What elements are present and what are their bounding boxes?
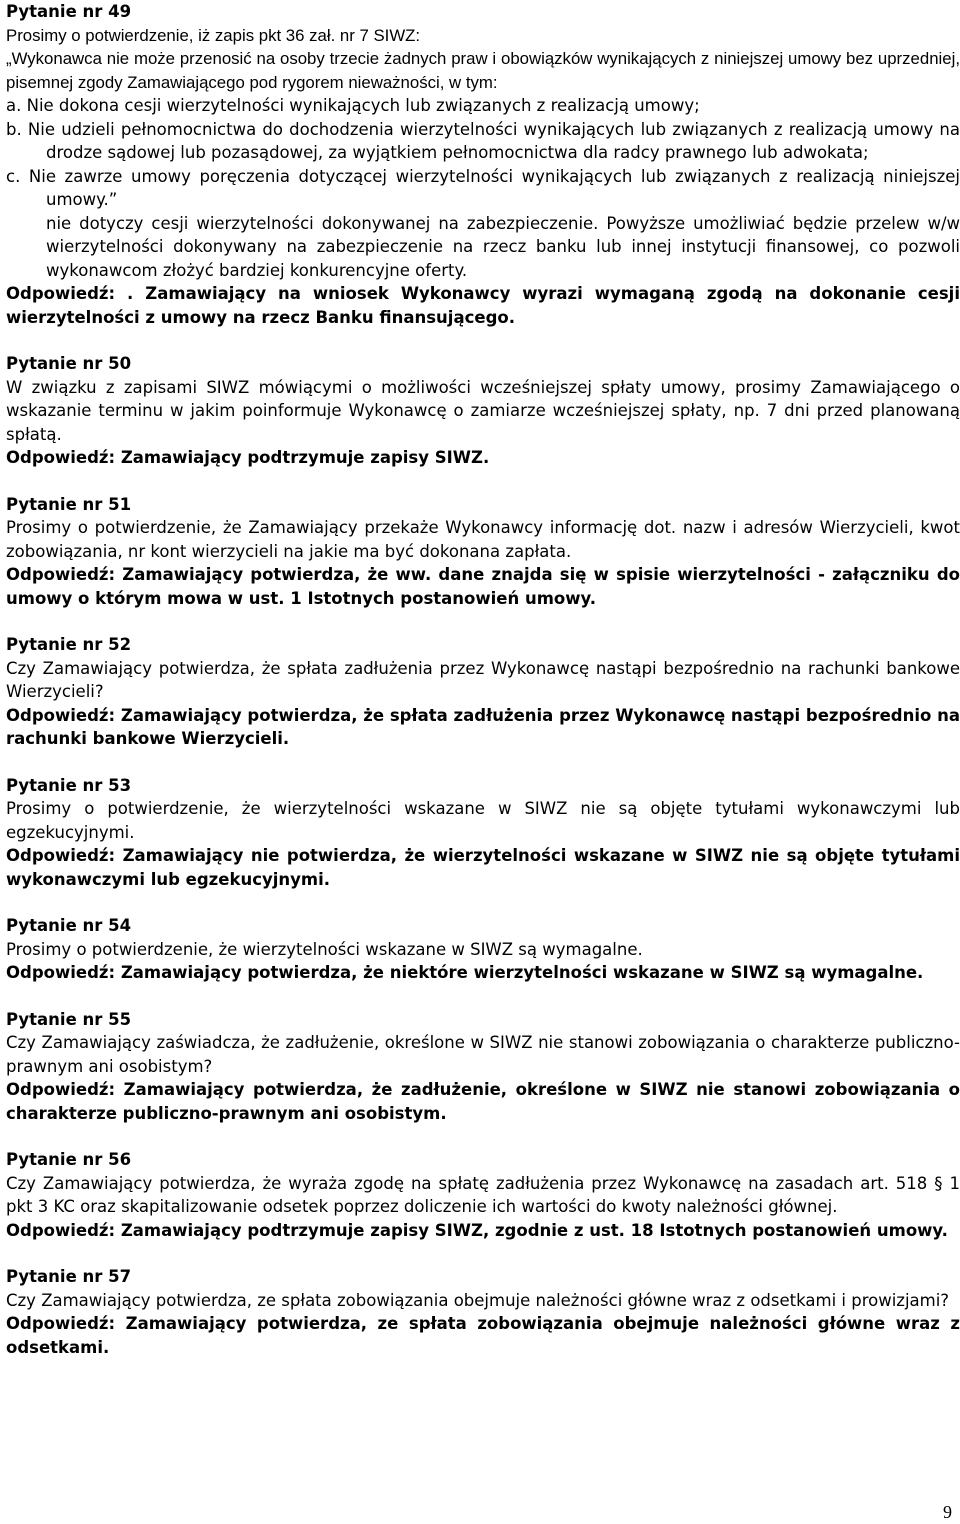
question-text: Czy Zamawiający potwierdza, ze spłata zobowiązania obejmuje należności główne wraz z odsetkami i prowizjami? — [6, 1290, 950, 1310]
clause-b: b. Nie udzieli pełnomocnictwa do dochodzenia wierzytelności wynikających lub związanych z realizacją umowy na drodze sądowej lub pozasądowej, za wyjątkiem pełnomocnictwa dla radcy prawnego lub adwokata; — [6, 119, 960, 162]
question-55 — [6, 1008, 960, 1126]
question-title: Pytanie nr 56 — [6, 1150, 132, 1169]
question-text: Czy Zamawiający potwierdza, że wyraża zgodę na spłatę zadłużenia przez Wykonawcę na zasadach art. 518 § 1 pkt 3 KC oraz skapitalizowanie odsetek poprzez doliczenie ich wartości do kwoty należności głównej. — [6, 1173, 960, 1216]
question-title: Pytanie nr 53 — [6, 775, 132, 795]
answer: Odpowiedź: Zamawiający potwierdza, że spłata zadłużenia przez Wykonawcę nastąpi bezpośrednio na rachunki bankowe Wierzycieli. — [6, 705, 960, 748]
answer: Odpowiedź: Zamawiający podtrzymuje zapisy SIWZ, zgodnie z ust. 18 Istotnych postanowień umowy. — [6, 1220, 948, 1240]
answer: Odpowiedź: Zamawiający nie potwierdza, że wierzytelności wskazane w SIWZ nie są objęte tytułami wykonawczymi lub egzekucyjnymi. — [6, 846, 960, 889]
answer: Odpowiedź: Zamawiający podtrzymuje zapisy SIWZ. — [6, 448, 490, 467]
question-56 — [6, 1148, 960, 1242]
clause-a: a. Nie dokona cesji wierzytelności wynikających lub związanych z realizacją umowy; — [6, 96, 700, 115]
question-title: Pytanie nr 52 — [6, 635, 132, 654]
quoted-clause: „Wykonawca nie może przenosić na osoby trzecie żadnych praw i obowiązków wynikających z niniejszej umowy bez uprzedniej, pisemnej zgody Zamawiającego pod rygorem nieważności, w tym: — [6, 49, 960, 92]
answer: Odpowiedź: Zamawiający potwierdza, że ww. dane znajda się w spisie wierzytelności - załączniku do umowy o którym mowa w ust. 1 Istotnych postanowień umowy. — [6, 565, 960, 608]
question-text: W związku z zapisami SIWZ mówiącymi o możliwości wcześniejszej spłaty umowy, prosimy Zamawiającego o wskazanie terminu w jakim poinformuje Wykonawcę o zamiarze wcześniejszej spłaty, np. 7 dni przed planowaną spłatą. — [6, 377, 960, 444]
question-49 — [6, 0, 960, 329]
question-text: Prosimy o potwierdzenie, że wierzytelności wskazane w SIWZ są wymagalne. — [6, 939, 643, 959]
answer: Odpowiedź: Zamawiający potwierdza, ze spłata zobowiązania obejmuje należności główne wraz z odsetkami. — [6, 1314, 960, 1357]
question-title: Pytanie nr 55 — [6, 1009, 132, 1029]
question-title: Pytanie nr 54 — [6, 916, 132, 935]
page-number: 9 — [943, 1501, 952, 1522]
question-50 — [6, 352, 960, 470]
question-54 — [6, 914, 960, 985]
clause-c: c. Nie zawrze umowy poręczenia dotyczącej wierzytelności wynikających lub związanych z realizacją niniejszej umowy.” — [6, 166, 960, 209]
question-text: Czy Zamawiający potwierdza, że spłata zadłużenia przez Wykonawcę nastąpi bezpośrednio na rachunki bankowe Wierzycieli? — [6, 658, 960, 701]
question-57 — [6, 1265, 960, 1359]
answer: Odpowiedź: Zamawiający potwierdza, że niektóre wierzytelności wskazane w SIWZ są wymagalne. — [6, 963, 924, 982]
question-text: Prosimy o potwierdzenie, że wierzytelności wskazane w SIWZ nie są objęte tytułami wykonawczymi lub egzekucyjnymi. — [6, 799, 960, 842]
answer: Odpowiedź: . Zamawiający na wniosek Wykonawcy wyrazi wymaganą zgodą na dokonanie cesji wierzytelności z umowy na rzecz Banku finansującego. — [6, 284, 960, 327]
question-title: Pytanie nr 50 — [6, 354, 132, 373]
question-title: Pytanie nr 49 — [6, 2, 132, 21]
question-intro: Prosimy o potwierdzenie, iż zapis pkt 36 zał. nr 7 SIWZ: — [6, 25, 421, 45]
answer: Odpowiedź: Zamawiający potwierdza, że zadłużenie, określone w SIWZ nie stanowi zobowiązania o charakterze publiczno-prawnym ani osobistym. — [6, 1080, 960, 1123]
clause-note: nie dotyczy cesji wierzytelności dokonywanej na zabezpieczenie. Powyższe umożliwiać będzie przelew w/w wierzytelności dokonywany na zabezpieczenie na rzecz banku lub innej instytucji finansowej, co pozwoli wykonawcom złożyć bardziej konkurencyjne oferty. — [46, 213, 960, 280]
question-title: Pytanie nr 57 — [6, 1267, 132, 1286]
question-text: Czy Zamawiający zaświadcza, że zadłużenie, określone w SIWZ nie stanowi zobowiązania o charakterze publiczno-prawnym ani osobistym? — [6, 1033, 960, 1076]
question-53 — [6, 774, 960, 892]
question-text: Prosimy o potwierdzenie, że Zamawiający przekaże Wykonawcy informację dot. nazw i adresów Wierzycieli, kwot zobowiązania, nr kont wierzycieli na jakie ma być dokonana zapłata. — [6, 518, 960, 561]
question-51 — [6, 493, 960, 611]
question-52 — [6, 633, 960, 751]
question-title: Pytanie nr 51 — [6, 494, 132, 514]
